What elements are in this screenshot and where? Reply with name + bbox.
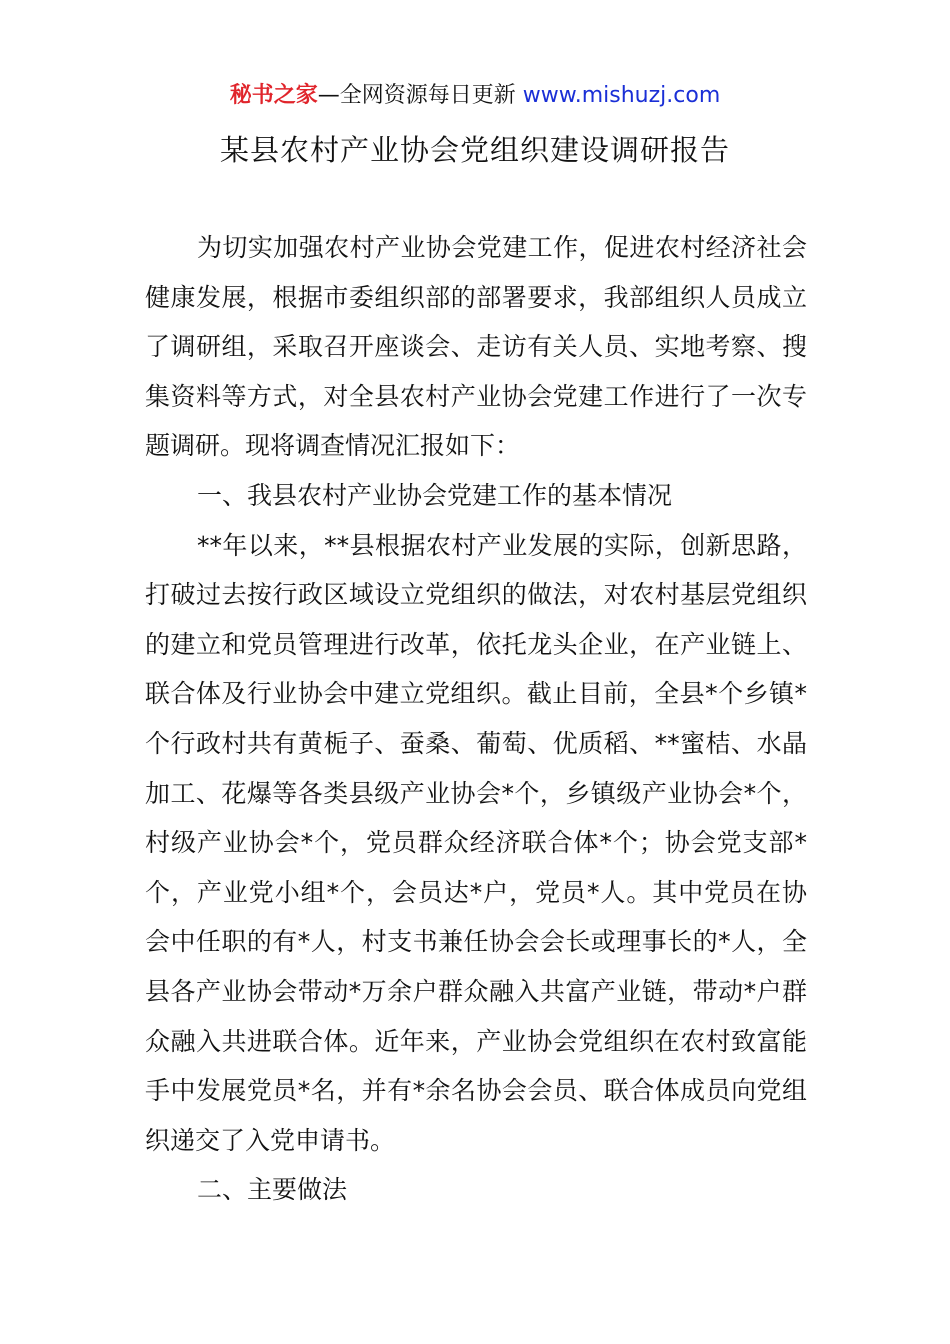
site-url-link[interactable]: www.mishuzj.com xyxy=(522,83,721,108)
site-brand: 秘书之家 xyxy=(229,83,318,108)
document-body xyxy=(145,223,807,1215)
site-tagline: —全网资源每日更新 xyxy=(317,83,516,108)
document-title: 某县农村产业协会党组织建设调研报告 xyxy=(219,133,730,167)
basic-situation-paragraph: **年以来，**县根据农村产业发展的实际，创新思路，打破过去按行政区域设立党组织的做法，对农村基层党组织的建立和党员管理进行改革，依托龙头企业，在产业链上、联合体及行业协会中建立党组织。截止目前，全县*个乡镇*个行政村共有黄栀子、蚕桑、葡萄、优质稻、**蜜桔、水晶加工、花爆等各类县级产业协会*个，乡镇级产业协会*个，村级产业协会*个，党员群众经济联合体*个；协会党支部*个，产业党小组*个，会员达*户，党员*人。其中党员在协会中任职的有*人，村支书兼任协会会长或理事长的*人，全县各产业协会带动*万余户群众融入共富产业链，带动*户群众融入共进联合体。近年来，产业协会党组织在农村致富能手中发展党员*名，并有*余名协会会员、联合体成员向党组织递交了入党申请书。 xyxy=(145,530,807,1155)
section-heading-2: 二、主要做法 xyxy=(197,1175,348,1205)
site-header xyxy=(0,80,950,112)
section-heading-1: 一、我县农村产业协会党建工作的基本情况 xyxy=(197,480,673,510)
intro-paragraph: 为切实加强农村产业协会党建工作，促进农村经济社会健康发展，根据市委组织部的部署要求，我部组织人员成立了调研组，采取召开座谈会、走访有关人员、实地考察、搜集资料等方式，对全县农村产业协会党建工作进行了一次专题调研。现将调查情况汇报如下： xyxy=(145,233,807,461)
